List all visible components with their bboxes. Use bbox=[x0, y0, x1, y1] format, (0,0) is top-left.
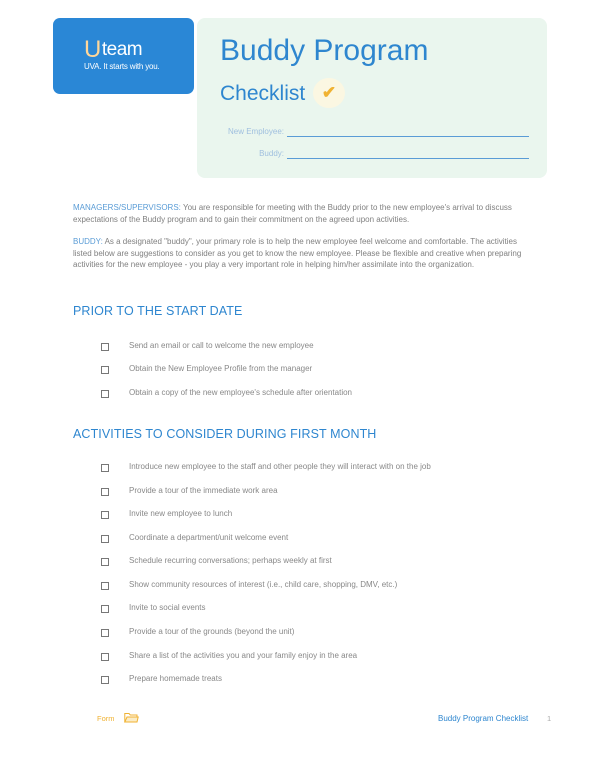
checkbox[interactable] bbox=[101, 343, 109, 351]
checkbox[interactable] bbox=[101, 676, 109, 684]
buddy-paragraph bbox=[73, 236, 523, 271]
checklist-item-text: Schedule recurring conversations; perhaps weekly at first bbox=[129, 556, 332, 565]
managers-lead: MANAGERS/SUPERVISORS: bbox=[73, 203, 181, 212]
checklist-item-text: Prepare homemade treats bbox=[129, 674, 222, 683]
checklist-item-text: Coordinate a department/unit welcome event bbox=[129, 533, 289, 542]
logo-u-mark: U bbox=[84, 36, 101, 63]
new-employee-label: New Employee: bbox=[227, 127, 284, 136]
checklist-item-text: Invite new employee to lunch bbox=[129, 509, 233, 518]
footer-doc-title: Buddy Program Checklist bbox=[438, 714, 529, 723]
checkbox[interactable] bbox=[101, 558, 109, 566]
buddy-label: Buddy: bbox=[259, 149, 284, 158]
page-number: 1 bbox=[547, 714, 552, 723]
logo-word-rest: team bbox=[101, 39, 143, 60]
check-icon: ✔ bbox=[313, 78, 345, 108]
checklist-item-text: Introduce new employee to the staff and other people they will interact with on the job bbox=[129, 462, 431, 471]
buddy-field[interactable] bbox=[287, 150, 529, 159]
new-employee-field[interactable] bbox=[287, 128, 529, 137]
buddy-lead: BUDDY: bbox=[73, 237, 103, 246]
checklist-item-text: Invite to social events bbox=[129, 603, 206, 612]
checkbox[interactable] bbox=[101, 535, 109, 543]
checklist-item-text: Obtain a copy of the new employee's schedule after orientation bbox=[129, 388, 352, 397]
section-heading-prior: PRIOR TO THE START DATE bbox=[73, 304, 243, 318]
checklist-item-text: Provide a tour of the immediate work area bbox=[129, 486, 278, 495]
logo-wordmark bbox=[84, 36, 194, 63]
checklist-item-text: Show community resources of interest (i.e., child care, shopping, DMV, etc.) bbox=[129, 580, 398, 589]
footer-form-label: Form bbox=[97, 714, 115, 723]
folder-icon bbox=[124, 712, 139, 723]
managers-text: You are responsible for meeting with the Buddy prior to the new employee's arrival to discuss expectations of the Buddy program and to gain their commitment on the agreed upon activities. bbox=[73, 203, 512, 224]
uteam-logo bbox=[53, 18, 194, 94]
checkbox[interactable] bbox=[101, 605, 109, 613]
section-heading-first-month: ACTIVITIES TO CONSIDER DURING FIRST MONTH bbox=[73, 427, 377, 441]
page-subtitle: Checklist bbox=[220, 82, 306, 105]
checklist-item-text: Provide a tour of the grounds (beyond the unit) bbox=[129, 627, 295, 636]
logo-tagline: UVA. It starts with you. bbox=[84, 62, 160, 71]
page-title: Buddy Program bbox=[220, 34, 429, 67]
checklist-item-text: Obtain the New Employee Profile from the manager bbox=[129, 364, 313, 373]
checklist-item-text: Share a list of the activities you and your family enjoy in the area bbox=[129, 651, 358, 660]
checkbox[interactable] bbox=[101, 511, 109, 519]
managers-paragraph bbox=[73, 202, 523, 225]
checkbox[interactable] bbox=[101, 582, 109, 590]
checkbox[interactable] bbox=[101, 366, 109, 374]
checkbox[interactable] bbox=[101, 464, 109, 472]
checkbox[interactable] bbox=[101, 488, 109, 496]
checkbox[interactable] bbox=[101, 629, 109, 637]
checkbox[interactable] bbox=[101, 653, 109, 661]
checkbox[interactable] bbox=[101, 390, 109, 398]
checklist-item-text: Send an email or call to welcome the new employee bbox=[129, 341, 314, 350]
buddy-text: As a designated "buddy", your primary role is to help the new employee feel welcome and comfortable. The activities listed below are suggestions to consider as you get to know the new employee. Please be flexible and creative when preparing activities for the new employee - you play a very important role in helping him/her assimilate into the organization. bbox=[73, 237, 522, 270]
